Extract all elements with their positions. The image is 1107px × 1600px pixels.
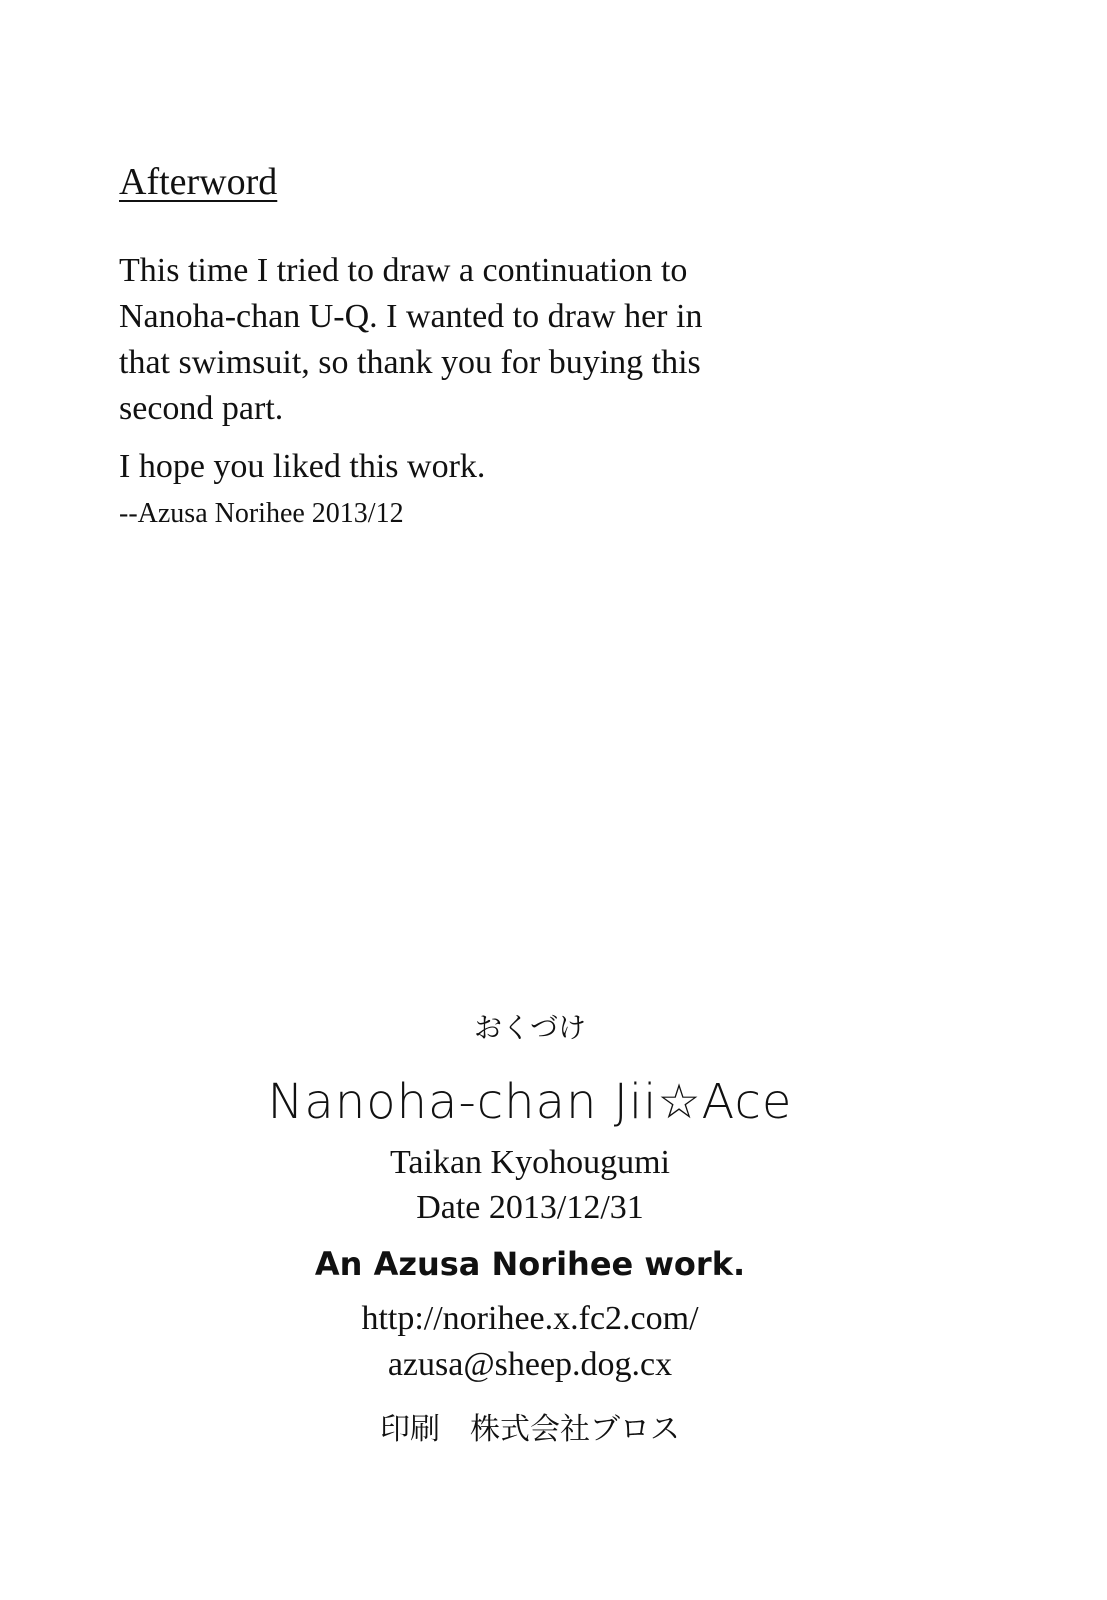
printer-credit: 印刷 株式会社ブロス xyxy=(380,1412,680,1447)
author-credit: An Azusa Norihee work. xyxy=(314,1245,746,1283)
colophon-heading: おくづけ xyxy=(473,1011,586,1044)
afterword-signature: --Azusa Norihee 2013/12 xyxy=(119,497,404,529)
colophon-section xyxy=(0,1008,1060,1450)
contact-email: azusa@sheep.dog.cx xyxy=(387,1346,673,1383)
afterword-line: second part. xyxy=(119,389,284,427)
afterword-line: that swimsuit, so thank you for buying this xyxy=(119,343,701,381)
circle-name: Taikan Kyohougumi xyxy=(390,1144,670,1181)
afterword-section xyxy=(119,160,819,534)
afterword-line: Nanoha-chan U-Q. I wanted to draw her in xyxy=(119,297,703,335)
afterword-title: Afterword xyxy=(119,161,278,203)
website-url: http://norihee.x.fc2.com/ xyxy=(361,1300,699,1337)
publication-date: Date 2013/12/31 xyxy=(416,1189,644,1226)
afterword-line: This time I tried to draw a continuation to xyxy=(119,251,688,289)
afterword-paragraph xyxy=(119,248,819,432)
afterword-closing: I hope you liked this work. xyxy=(119,447,486,485)
book-title: Nanoha-chan Jii☆Ace xyxy=(267,1074,793,1130)
